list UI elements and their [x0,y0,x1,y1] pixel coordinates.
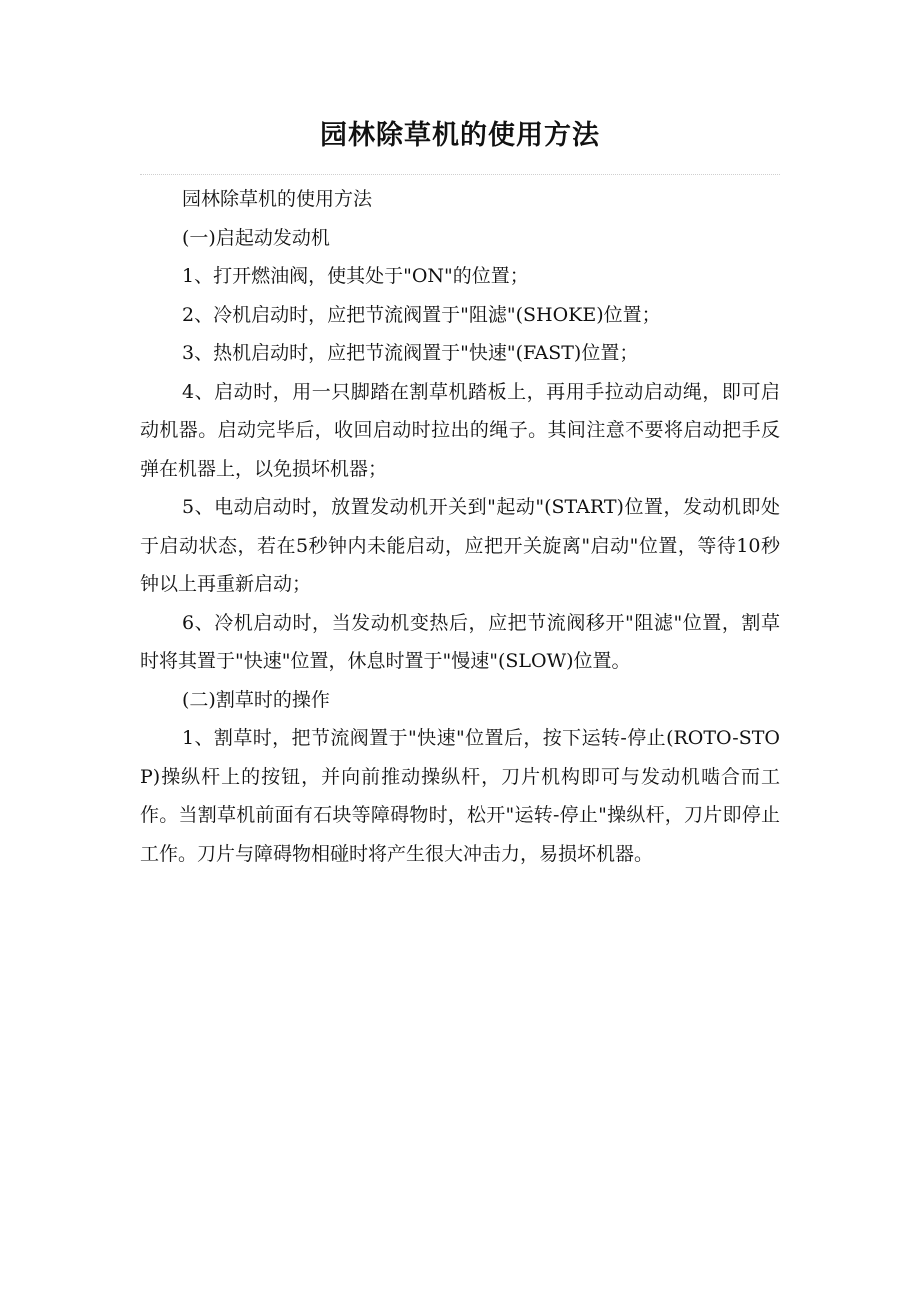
document-title: 园林除草机的使用方法 [320,120,600,151]
title-divider [140,174,780,175]
step-3-paragraph: 3、热机启动时，应把节流阀置于"快速"(FAST)位置； [182,342,639,364]
step-1-paragraph: 1、打开燃油阀，使其处于"ON"的位置； [182,265,529,287]
step-5-paragraph: 5、电动启动时，放置发动机开关到"起动"(START)位置，发动机即处于启动状态，若在5秒钟内未能启动，应把开关旋离"启动"位置，等待10秒钟以上再重新启动； [140,496,780,595]
step-4-paragraph: 4、启动时，用一只脚踏在割草机踏板上，再用手拉动启动绳，即可启动机器。启动完毕后，收回启动时拉出的绳子。其间注意不要将启动把手反弹在机器上，以免损坏机器； [140,380,780,480]
step-2-paragraph: 2、冷机启动时，应把节流阀置于"阻滤"(SHOKE)位置； [182,303,661,326]
section-heading-start-engine: (一)启起动发动机 [182,226,330,249]
paragraph-intro: 园林除草机的使用方法 [182,188,373,210]
section-heading-mowing: (二)割草时的操作 [182,688,330,711]
step-6-paragraph: 6、冷机启动时，当发动机变热后，应把节流阀移开"阻滤"位置，割草时将其置于"快速"位置，休息时置于"慢速"(SLOW)位置。 [140,611,780,672]
document-body [140,180,780,873]
mowing-step-1-paragraph: 1、割草时，把节流阀置于"快速"位置后，按下运转-停止(ROTO-STOP)操纵杆上的按钮，并向前推动操纵杆，刀片机构即可与发动机啮合而工作。当割草机前面有石块等障碍物时，松开"运转-停止"操纵杆，刀片即停止工作。刀片与障碍物相碰时将产生很大冲击力，易损坏机器。 [140,727,780,865]
